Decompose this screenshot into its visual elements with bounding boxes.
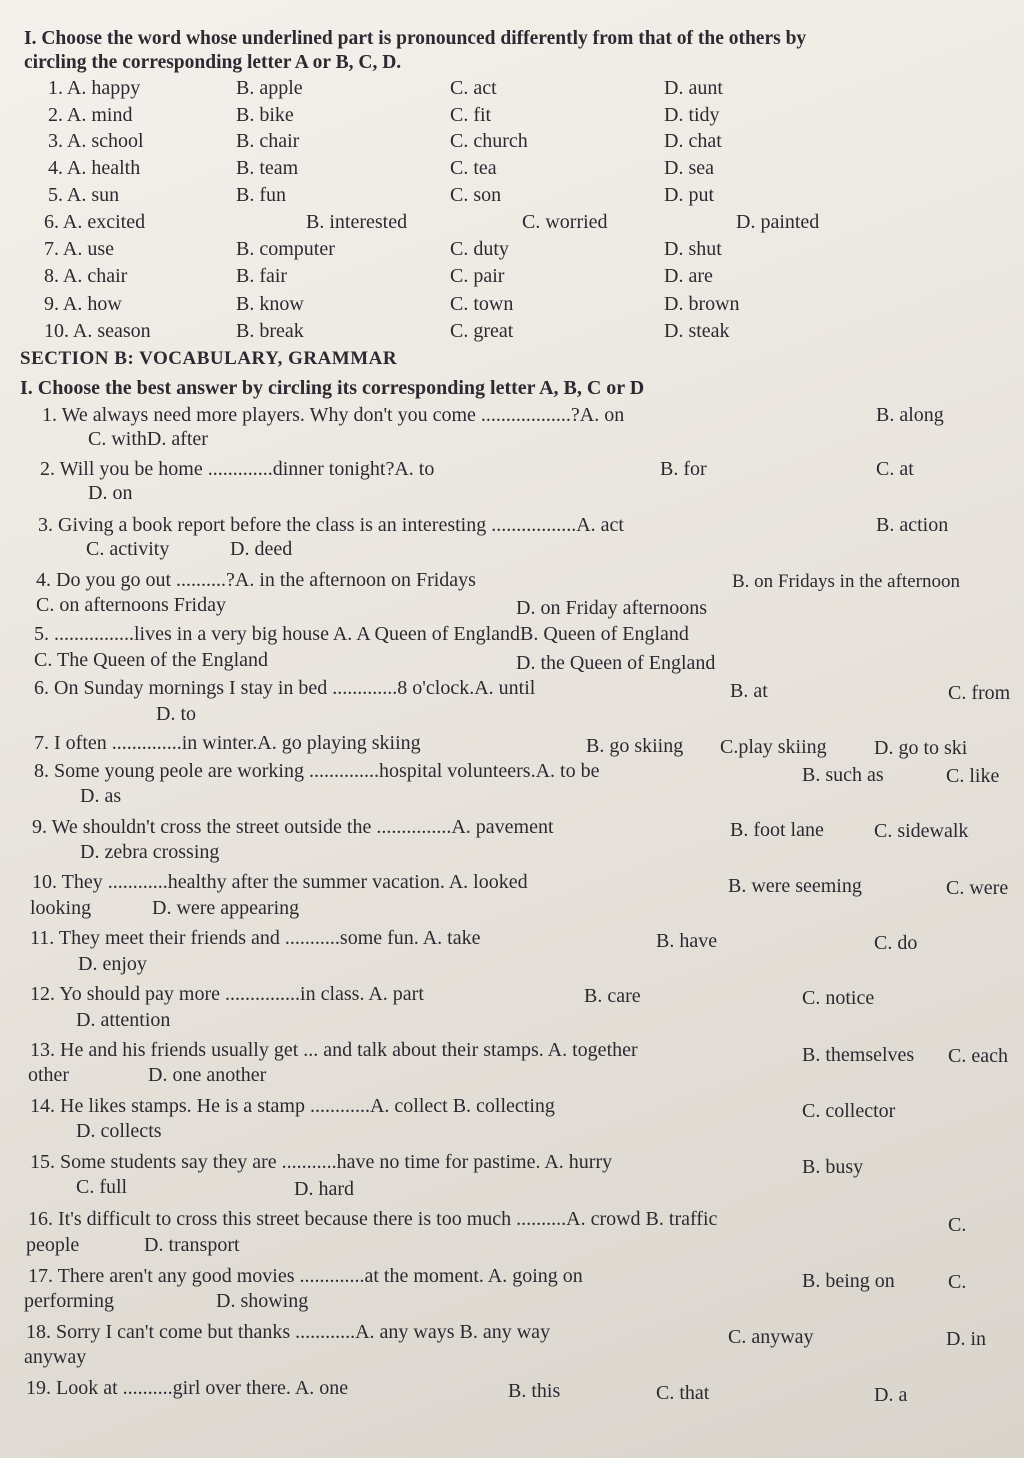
q5-stem: 5. ................lives in a very big house A. A Queen of EnglandB. Queen of England	[34, 623, 689, 645]
q17-option-b: B. being on	[802, 1270, 895, 1292]
item-5-option-b: B. fun	[236, 184, 286, 206]
item-9-option-d: D. brown	[664, 293, 740, 315]
q17-option-c: C.	[948, 1271, 967, 1293]
item-7-option-d: D. shut	[664, 238, 722, 260]
item-4-option-b: B. team	[236, 157, 299, 179]
q18-option-d-continued: anyway	[24, 1346, 87, 1368]
q4-option-d: D. on Friday afternoons	[516, 597, 708, 619]
q16-stem: 16. It's difficult to cross this street because there is too much ..........A. crowd B. traffic	[28, 1208, 718, 1230]
item-9-option-c: C. town	[450, 293, 514, 315]
q12-option-c: C. notice	[802, 987, 875, 1009]
q15-stem: 15. Some students say they are ...........have no time for pastime. A. hurry	[30, 1151, 613, 1173]
q18-stem: 18. Sorry I can't come but thanks ............A. any ways B. any way	[26, 1321, 551, 1343]
q18-option-c: C. anyway	[728, 1326, 814, 1348]
item-2-option-b: B. bike	[236, 104, 294, 126]
q3-option-c: C. activity	[86, 538, 170, 560]
item-3-option-a: 3. A. school	[48, 130, 144, 152]
q1-stem: 1. We always need more players. Why don't you come ..................?A. on	[42, 404, 625, 426]
q7-option-c: C.play skiing	[720, 736, 827, 758]
q3-stem: 3. Giving a book report before the class is an interesting .................A. act	[38, 514, 624, 536]
q12-stem: 12. Yo should pay more ...............in class. A. part	[30, 983, 424, 1005]
section-b-heading: SECTION B: VOCABULARY, GRAMMAR	[20, 348, 398, 369]
q10-option-d: D. were appearing	[152, 897, 300, 919]
q7-option-b: B. go skiing	[586, 735, 684, 757]
q12-option-d: D. attention	[76, 1009, 171, 1031]
item-8-option-c: C. pair	[450, 265, 505, 287]
q14-option-d: D. collects	[76, 1120, 162, 1142]
q9-option-b: B. foot lane	[730, 819, 824, 841]
item-2-option-c: C. fit	[450, 104, 492, 126]
item-6-option-d: D. painted	[736, 211, 820, 233]
q3-option-d: D. deed	[230, 538, 293, 560]
q13-option-c-continued: other	[28, 1064, 70, 1086]
q6-option-b: B. at	[730, 680, 768, 702]
item-10-option-d: D. steak	[664, 320, 730, 342]
item-1-option-c: C. act	[450, 77, 497, 99]
q10-option-b: B. were seeming	[728, 875, 862, 897]
item-8-option-b: B. fair	[236, 265, 288, 287]
q17-option-d: D. showing	[216, 1290, 309, 1312]
item-5-option-a: 5. A. sun	[48, 184, 120, 206]
item-9-option-b: B. know	[236, 293, 304, 315]
item-2-option-a: 2. A. mind	[48, 104, 133, 126]
q8-stem: 8. Some young peole are working ..............hospital volunteers.A. to be	[34, 760, 600, 782]
q14-stem: 14. He likes stamps. He is a stamp ............A. collect B. collecting	[30, 1095, 555, 1117]
q3-option-b: B. action	[876, 514, 949, 536]
item-4-option-c: C. tea	[450, 157, 497, 179]
q19-option-d: D. a	[874, 1384, 908, 1406]
item-9-option-a: 9. A. how	[44, 293, 122, 315]
q2-stem: 2. Will you be home .............dinner tonight?A. to	[40, 458, 435, 480]
item-3-option-d: D. chat	[664, 130, 722, 152]
item-10-option-b: B. break	[236, 320, 304, 342]
q10-stem: 10. They ............healthy after the summer vacation. A. looked	[32, 871, 528, 893]
item-3-option-c: C. church	[450, 130, 528, 152]
q7-stem: 7. I often ..............in winter.A. go playing skiing	[34, 732, 421, 754]
item-5-option-c: C. son	[450, 184, 502, 206]
q4-option-b: B. on Fridays in the afternoon	[732, 571, 960, 592]
q1-option-b: B. along	[876, 404, 944, 426]
q14-option-c: C. collector	[802, 1100, 896, 1122]
q19-option-c: C. that	[656, 1382, 710, 1404]
item-4-option-a: 4. A. health	[48, 157, 141, 179]
item-6-option-b: B. interested	[306, 211, 408, 233]
q17-option-c-continued: performing	[24, 1290, 114, 1312]
q16-option-d: D. transport	[144, 1234, 240, 1256]
section-b-instruction: I. Choose the best answer by circling its corresponding letter A, B, C or D	[20, 377, 645, 399]
item-7-option-c: C. duty	[450, 238, 509, 260]
q19-stem: 19. Look at ..........girl over there. A. one	[26, 1377, 349, 1399]
item-3-option-b: B. chair	[236, 130, 300, 152]
q11-option-d: D. enjoy	[78, 953, 147, 975]
item-7-option-b: B. computer	[236, 238, 335, 260]
q6-stem: 6. On Sunday mornings I stay in bed .............8 o'clock.A. until	[34, 677, 536, 699]
q16-option-c-continued: people	[26, 1234, 80, 1256]
item-6-option-c: C. worried	[522, 211, 608, 233]
q8-option-b: B. such as	[802, 764, 884, 786]
q9-option-c: C. sidewalk	[874, 820, 969, 842]
item-8-option-a: 8. A. chair	[44, 265, 128, 287]
item-4-option-d: D. sea	[664, 157, 714, 179]
part-a-instruction-line2: circling the corresponding letter A or B, C, D.	[24, 52, 402, 73]
q12-option-b: B. care	[584, 985, 641, 1007]
q10-option-c-continued: looking	[30, 897, 92, 919]
q2-option-c: C. at	[876, 458, 914, 480]
q15-option-d: D. hard	[294, 1178, 354, 1200]
q17-stem: 17. There aren't any good movies .............at the moment. A. going on	[28, 1265, 583, 1287]
part-a-instruction-line1: I. Choose the word whose underlined part is pronounced differently from that of the others by	[24, 28, 807, 49]
item-2-option-d: D. tidy	[664, 104, 720, 126]
item-7-option-a: 7. A. use	[44, 238, 114, 260]
item-6-option-a: 6. A. excited	[44, 211, 146, 233]
q5-option-c: C. The Queen of the England	[34, 649, 269, 671]
q1-option-cd: C. withD. after	[88, 428, 208, 450]
q18-option-d: D. in	[946, 1328, 986, 1350]
q6-option-c: C. from	[948, 682, 1011, 704]
item-1-option-b: B. apple	[236, 77, 303, 99]
q11-stem: 11. They meet their friends and ...........some fun. A. take	[30, 927, 481, 949]
q7-option-d: D. go to ski	[874, 737, 968, 759]
q8-option-c: C. like	[946, 765, 1000, 787]
q6-option-d: D. to	[156, 703, 196, 725]
item-10-option-a: 10. A. season	[44, 320, 151, 342]
q5-option-d: D. the Queen of England	[516, 652, 716, 674]
item-10-option-c: C. great	[450, 320, 514, 342]
q15-option-c: C. full	[76, 1176, 128, 1198]
q8-option-d: D. as	[80, 785, 122, 807]
q4-option-c: C. on afternoons Friday	[36, 594, 226, 616]
q10-option-c: C. were	[946, 877, 1009, 899]
q2-option-d: D. on	[88, 482, 133, 504]
q13-option-d: D. one another	[148, 1064, 267, 1086]
q19-option-b: B. this	[508, 1380, 561, 1402]
q16-option-c: C.	[948, 1214, 967, 1236]
q9-option-d: D. zebra crossing	[80, 841, 220, 863]
q13-option-c: C. each	[948, 1045, 1008, 1067]
q11-option-c: C. do	[874, 932, 918, 954]
item-8-option-d: D. are	[664, 265, 713, 287]
item-1-option-a: 1. A. happy	[48, 77, 141, 99]
q15-option-b: B. busy	[802, 1156, 864, 1178]
q9-stem: 9. We shouldn't cross the street outside the ...............A. pavement	[32, 816, 554, 838]
q2-option-b: B. for	[660, 458, 707, 480]
q13-stem: 13. He and his friends usually get ... and talk about their stamps. A. together	[30, 1039, 638, 1061]
q11-option-b: B. have	[656, 930, 718, 952]
q13-option-b: B. themselves	[802, 1044, 915, 1066]
item-5-option-d: D. put	[664, 184, 714, 206]
item-1-option-d: D. aunt	[664, 77, 723, 99]
q4-stem: 4. Do you go out ..........?A. in the afternoon on Fridays	[36, 569, 476, 591]
